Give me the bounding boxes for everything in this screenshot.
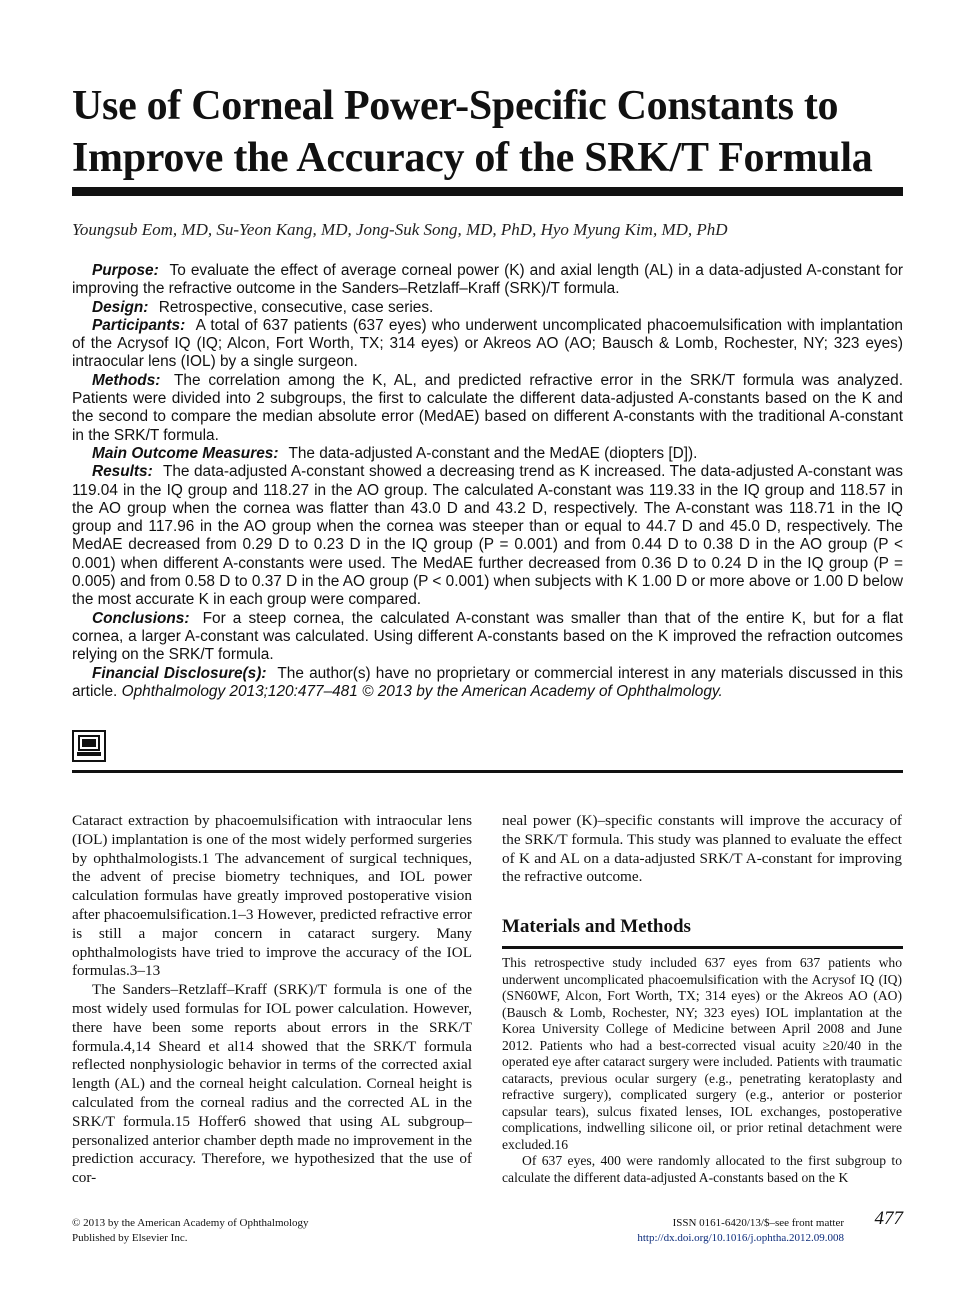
methods-label: Methods: [92, 371, 161, 389]
abstract-design [72, 299, 903, 317]
title-divider [72, 187, 903, 196]
copyright-line: © 2013 by the American Academy of Ophthalmology [72, 1217, 309, 1229]
results-text: The data-adjusted A-constant showed a decreasing trend as K increased. The data-adjusted A-constant was 119.04 in the IQ group and 118.27 in the AO group. The calculated A-constant was 119.33 in the IQ group and 118.57 in the AO group when the cornea was flatter than 43.0 D and 43.2 D, respectively. The A-constant was 118.71 in the IQ group and 117.96 in the AO group when the cornea was steeper than or equal to 44.7 D and 45.0 D, respectively. The MedAE decreased from 0.29 D to 0.23 D in the IQ group (P = 0.001) and from 0.44 D to 0.38 D in the AO group (P < 0.001) when different A-constants were used. The MedAE further decreased from 0.36 D to 0.24 D in the IQ group (P = 0.005) and from 0.58 D to 0.37 D in the AO group (P < 0.001) when subjects with K 1.00 D or more above or 1.00 D below the most accurate K in each group were compared. [72, 463, 903, 609]
footer-copyright [72, 1216, 452, 1246]
abstract-participants [72, 317, 903, 372]
disclosure-label: Financial Disclosure(s): [92, 664, 267, 682]
publisher-line: Published by Elsevier Inc. [72, 1232, 188, 1244]
abstract-outcome [72, 445, 903, 463]
abstract-results [72, 463, 903, 609]
body-right-column [502, 812, 902, 887]
article-page [72, 0, 903, 1305]
methods-paragraph-2: Of 637 eyes, 400 were randomly allocated to the first subgroup to calculate the different data-adjusted A-constants based on the K [502, 1153, 902, 1185]
page-number: 477 [874, 1208, 903, 1229]
conclusions-text: For a steep cornea, the calculated A-constant was smaller than that of the entire K, but for a flat cornea, a larger A-constant was calculated. Using different A-constants based on the K improved the refraction outcomes relying on the SRK/T formula. [72, 609, 903, 664]
methods-section [502, 955, 902, 1186]
abstract-conclusions [72, 610, 903, 665]
intro-paragraph-1: Cataract extraction by phacoemulsification with intraocular lens (IOL) implantation is one of the most widely performed surgeries by ophthalmologists.1 The advancement of surgical techniques, the advent of precise biometry techniques, and IOL power calculation formulas have greatly improved postoperative vision after phacoemulsification.1–3 However, predicted refractive error is still a major concern in cataract surgery. Many ophthalmologists have tried to improve the accuracy of the IOL formulas.3–13 [72, 812, 472, 980]
article-title: Use of Corneal Power-Specific Constants to Improve the Accuracy of the SRK/T Formula [72, 83, 873, 181]
design-label: Design: [92, 298, 149, 316]
conclusions-label: Conclusions: [92, 609, 190, 627]
abstract [72, 262, 903, 701]
participants-text: A total of 637 patients (637 eyes) who underwent uncomplicated phacoemulsification with implantation of the Acrysof IQ (IQ; Alcon, Fort Worth, TX; 314 eyes) or Akreos AO (AO; Bausch & Lomb, Rochester, NY; 323 eyes) intraocular lens (IOL) by a single surgeon. [72, 316, 903, 371]
results-label: Results: [92, 463, 153, 481]
doi-link[interactable]: http://dx.doi.org/10.1016/j.ophtha.2012.09.008 [637, 1232, 844, 1244]
methods-text: The correlation among the K, AL, and predicted refractive error in the SRK/T formula was analyzed. Patients were divided into 2 subgroups, the first to calculate the different data-adjusted A-constants based on the K and the second to compare the median absolute error (MedAE) based on different A-constants with the traditional A-constant in the SRK/T formula. [72, 371, 903, 444]
intro-paragraph-2: The Sanders–Retzlaff–Kraff (SRK)/T formula is one of the most widely used formulas for IOL power calculation. However, there have been some reports about errors in the SRK/T formula.4,14 Sheard et al14 showed that the SRK/T formula reflected nonphysiologic behavior in terms of the corrected axial length (AL) and the corneal height calculation. Corneal height is calculated from the corneal radius and the corrected AL in the SRK/T formula.15 Hoffer6 showed that using AL subgroup–personalized anterior chamber depth made no improvement in the prediction accuracy. Therefore, we hypothesized that the use of cor- [72, 981, 472, 1187]
section-divider [502, 946, 903, 949]
section-heading: Materials and Methods [502, 916, 691, 937]
purpose-text: To evaluate the effect of average corneal power (K) and axial length (AL) in a data-adjusted A-constant for improving the refractive outcome in the Sanders–Retzlaff–Kraff (SRK)/T formula. [72, 262, 904, 298]
issn-line: ISSN 0161-6420/13/$–see front matter [672, 1217, 844, 1229]
author-list: Youngsub Eom, MD, Su-Yeon Kang, MD, Jong-Suk Song, MD, PhD, Hyo Myung Kim, MD, PhD [72, 220, 728, 239]
journal-citation: Ophthalmology 2013;120:477–481 © 2013 by the American Academy of Ophthalmology. [121, 682, 723, 700]
intro-paragraph-3: neal power (K)–specific constants will improve the accuracy of the SRK/T formula. This study was planned to evaluate the effect of K and AL on a data-adjusted SRK/T A-constant for improving the refractive outcome. [502, 812, 902, 886]
computer-monitor-icon[interactable] [72, 730, 106, 762]
outcome-label: Main Outcome Measures: [92, 444, 279, 462]
participants-label: Participants: [92, 316, 186, 334]
abstract-purpose [72, 262, 903, 299]
purpose-label: Purpose: [92, 262, 159, 279]
body-left-column [72, 812, 472, 1188]
abstract-divider [72, 770, 903, 773]
abstract-methods [72, 372, 903, 445]
abstract-disclosure [72, 665, 903, 702]
disclosure-text: The author(s) have no proprietary or commercial interest in any materials discussed in this article. [72, 664, 903, 700]
footer-issn [572, 1216, 844, 1246]
methods-paragraph-1: This retrospective study included 637 eyes from 637 patients who underwent uncomplicated phacoemulsification with the Acrysof IQ (IQ) (SN60WF, Alcon, Fort Worth, TX; 314 eyes) or the Akreos AO (AO) (Bausch & Lomb, Rochester, NY; 323 eyes) IOL implantation at the Korea University College of Medicine between April 2008 and June 2012. Patients who had a best-corrected visual acuity ≥20/40 in the operated eye after cataract surgery were included. Patients with traumatic cataracts, previous ocular surgery (e.g., penetrating keratoplasty and refractive surgery), complicated surgery (e.g., anterior or posterior capsular tears), sulcus fixated lenses, IOL exchanges, postoperative complications, indwelling silicone oil, or prior retinal detachment were excluded.16 [502, 955, 902, 1152]
design-text: Retrospective, consecutive, case series. [158, 298, 434, 316]
outcome-text: The data-adjusted A-constant and the MedAE (diopters [D]). [288, 444, 698, 462]
